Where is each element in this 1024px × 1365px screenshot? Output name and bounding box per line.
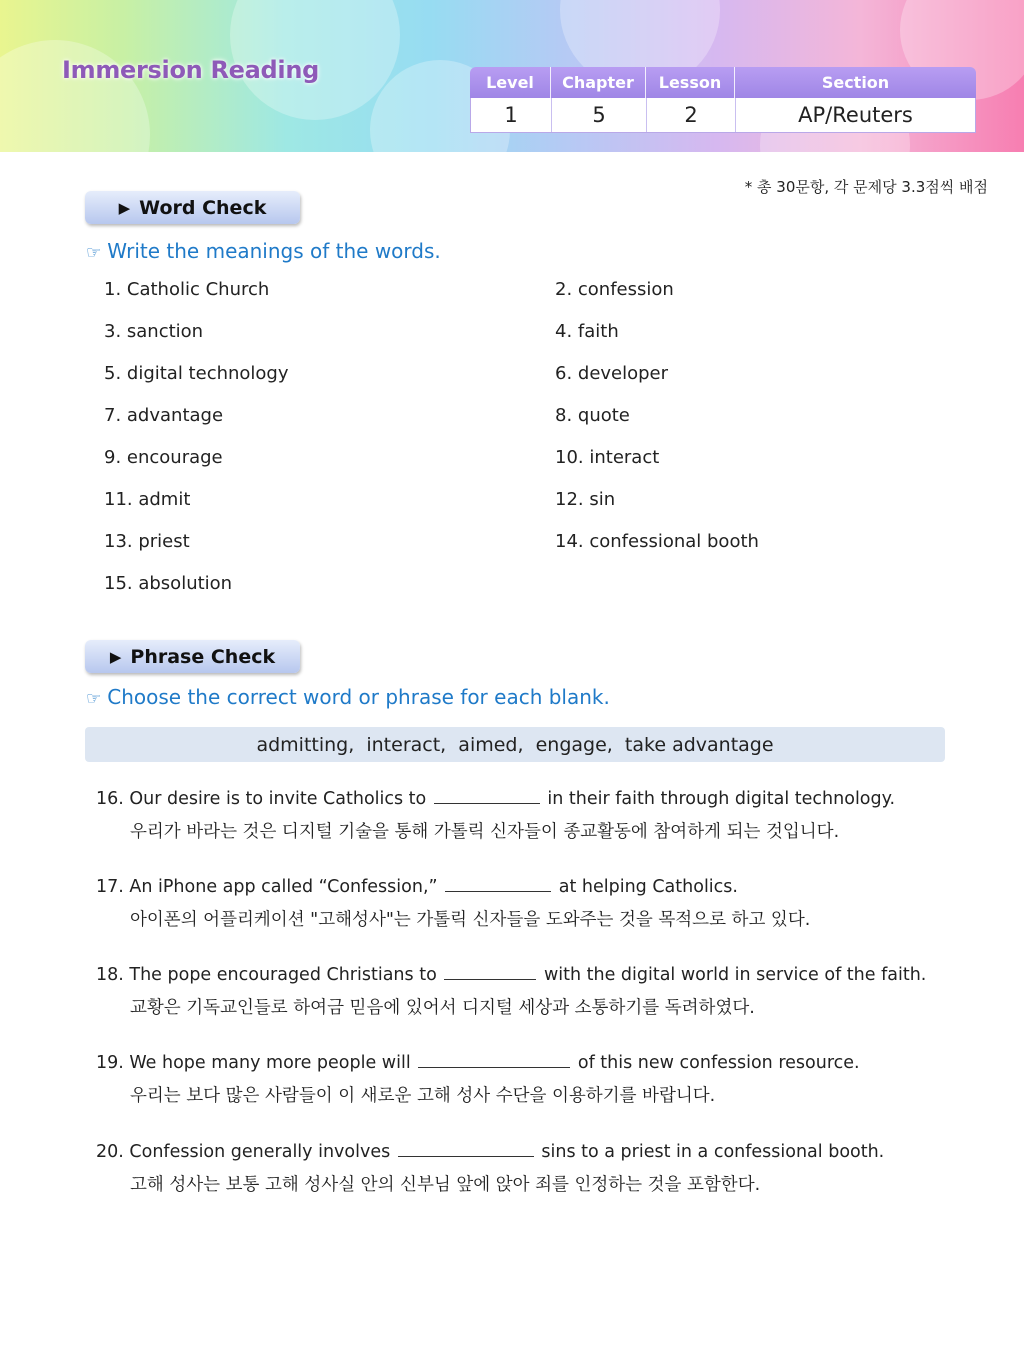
- question-text-before: 16. Our desire is to invite Catholics to: [96, 789, 427, 809]
- phrase-check-label: Phrase Check: [130, 645, 276, 668]
- word-check-label: Word Check: [139, 196, 267, 219]
- word-item: 2. confession: [555, 279, 674, 300]
- answer-blank[interactable]: [398, 1141, 534, 1157]
- word-check-instruction: [86, 239, 441, 263]
- lesson-info-values: [470, 98, 976, 133]
- lesson-column-label: Lesson: [645, 67, 734, 98]
- question-text-before: 20. Confession generally involves: [96, 1142, 391, 1162]
- word-item: 6. developer: [555, 363, 669, 384]
- word-bank-item: , take advantage: [607, 734, 774, 756]
- question-english: [96, 964, 996, 986]
- score-note: * 총 30문항, 각 문제당 3.3점씩 배점: [744, 178, 988, 196]
- word-item: 10. interact: [555, 447, 660, 468]
- section-column-label: Section: [734, 67, 976, 98]
- word-item: 9. encourage: [104, 447, 223, 468]
- lesson-info-table: [470, 67, 976, 133]
- question-text-before: 18. The pope encouraged Christians to: [96, 965, 437, 985]
- question-korean: 교황은 기독교인들로 하여금 믿음에 있어서 디지털 세상과 소통하기를 독려하였다.: [130, 998, 755, 1018]
- word-bank-item: , interact: [348, 734, 440, 756]
- word-item: 15. absolution: [104, 573, 233, 594]
- word-item: 8. quote: [555, 405, 630, 426]
- question-17: [96, 876, 996, 931]
- page-title: Immersion Reading: [62, 56, 320, 84]
- question-text-before: 19. We hope many more people will: [96, 1053, 411, 1073]
- answer-blank[interactable]: [434, 788, 540, 804]
- chapter-value: 5: [551, 98, 646, 132]
- answer-blank[interactable]: [445, 876, 551, 892]
- question-english: [96, 1052, 996, 1074]
- word-check-heading: [85, 191, 300, 224]
- word-bank-item: admitting: [256, 733, 349, 756]
- phrase-check-heading: [85, 640, 300, 673]
- word-bank: [85, 727, 945, 762]
- word-item: 5. digital technology: [104, 363, 289, 384]
- question-16: [96, 788, 996, 843]
- header-banner: [0, 0, 1024, 152]
- phrase-check-instruction-text: Choose the correct word or phrase for each blank.: [107, 685, 610, 709]
- question-20: [96, 1141, 996, 1196]
- question-text-after: at helping Catholics.: [558, 877, 738, 897]
- pointing-hand-icon: ☞: [86, 243, 102, 263]
- answer-blank[interactable]: [418, 1052, 570, 1068]
- answer-blank[interactable]: [444, 964, 536, 980]
- word-item: 13. priest: [104, 531, 190, 552]
- word-item: 7. advantage: [104, 405, 224, 426]
- pointing-hand-icon: ☞: [86, 689, 102, 709]
- question-text-after: of this new confession resource.: [577, 1053, 860, 1073]
- word-item: 3. sanction: [104, 321, 204, 342]
- question-korean: 우리는 보다 많은 사람들이 이 새로운 고해 성사 수단을 이용하기를 바랍니다.: [130, 1086, 716, 1106]
- word-item: 11. admit: [104, 489, 191, 510]
- lesson-value: 2: [646, 98, 735, 132]
- question-english: [96, 788, 996, 810]
- question-english: [96, 1141, 996, 1163]
- lesson-info-header: [470, 67, 976, 98]
- chapter-column-label: Chapter: [550, 67, 645, 98]
- question-korean: 아이폰의 어플리케이션 "고해성사"는 가톨릭 신자들을 도와주는 것을 목적으로 하고 있다.: [130, 910, 811, 930]
- level-value: 1: [504, 103, 518, 127]
- question-text-after: in their faith through digital technology.: [547, 789, 896, 809]
- word-bank-item: , engage: [517, 734, 606, 756]
- question-text-before: 17. An iPhone app called “Confession,”: [96, 877, 438, 897]
- word-item: 4. faith: [555, 321, 619, 342]
- level-column-label: Level: [486, 73, 534, 92]
- phrase-check-instruction: [86, 685, 610, 709]
- question-text-after: with the digital world in service of the faith.: [543, 965, 927, 985]
- word-bank-item: , aimed: [440, 734, 517, 756]
- word-check-instruction-text: Write the meanings of the words.: [107, 239, 441, 263]
- word-item: 14. confessional booth: [555, 531, 759, 552]
- question-18: [96, 964, 996, 1019]
- question-english: [96, 876, 996, 898]
- play-triangle-icon: ▶: [109, 647, 122, 666]
- question-text-after: sins to a priest in a confessional booth.: [541, 1142, 885, 1162]
- word-item: 1. Catholic Church: [104, 279, 270, 300]
- section-value: AP/Reuters: [735, 98, 975, 132]
- question-korean: 고해 성사는 보통 고해 성사실 안의 신부님 앞에 앉아 죄를 인정하는 것을 포함한다.: [130, 1175, 761, 1195]
- play-triangle-icon: ▶: [118, 198, 131, 217]
- word-item: 12. sin: [555, 489, 616, 510]
- question-19: [96, 1052, 996, 1107]
- question-korean: 우리가 바라는 것은 디지털 기술을 통해 가톨릭 신자들이 종교활동에 참여하게 되는 것입니다.: [130, 822, 840, 842]
